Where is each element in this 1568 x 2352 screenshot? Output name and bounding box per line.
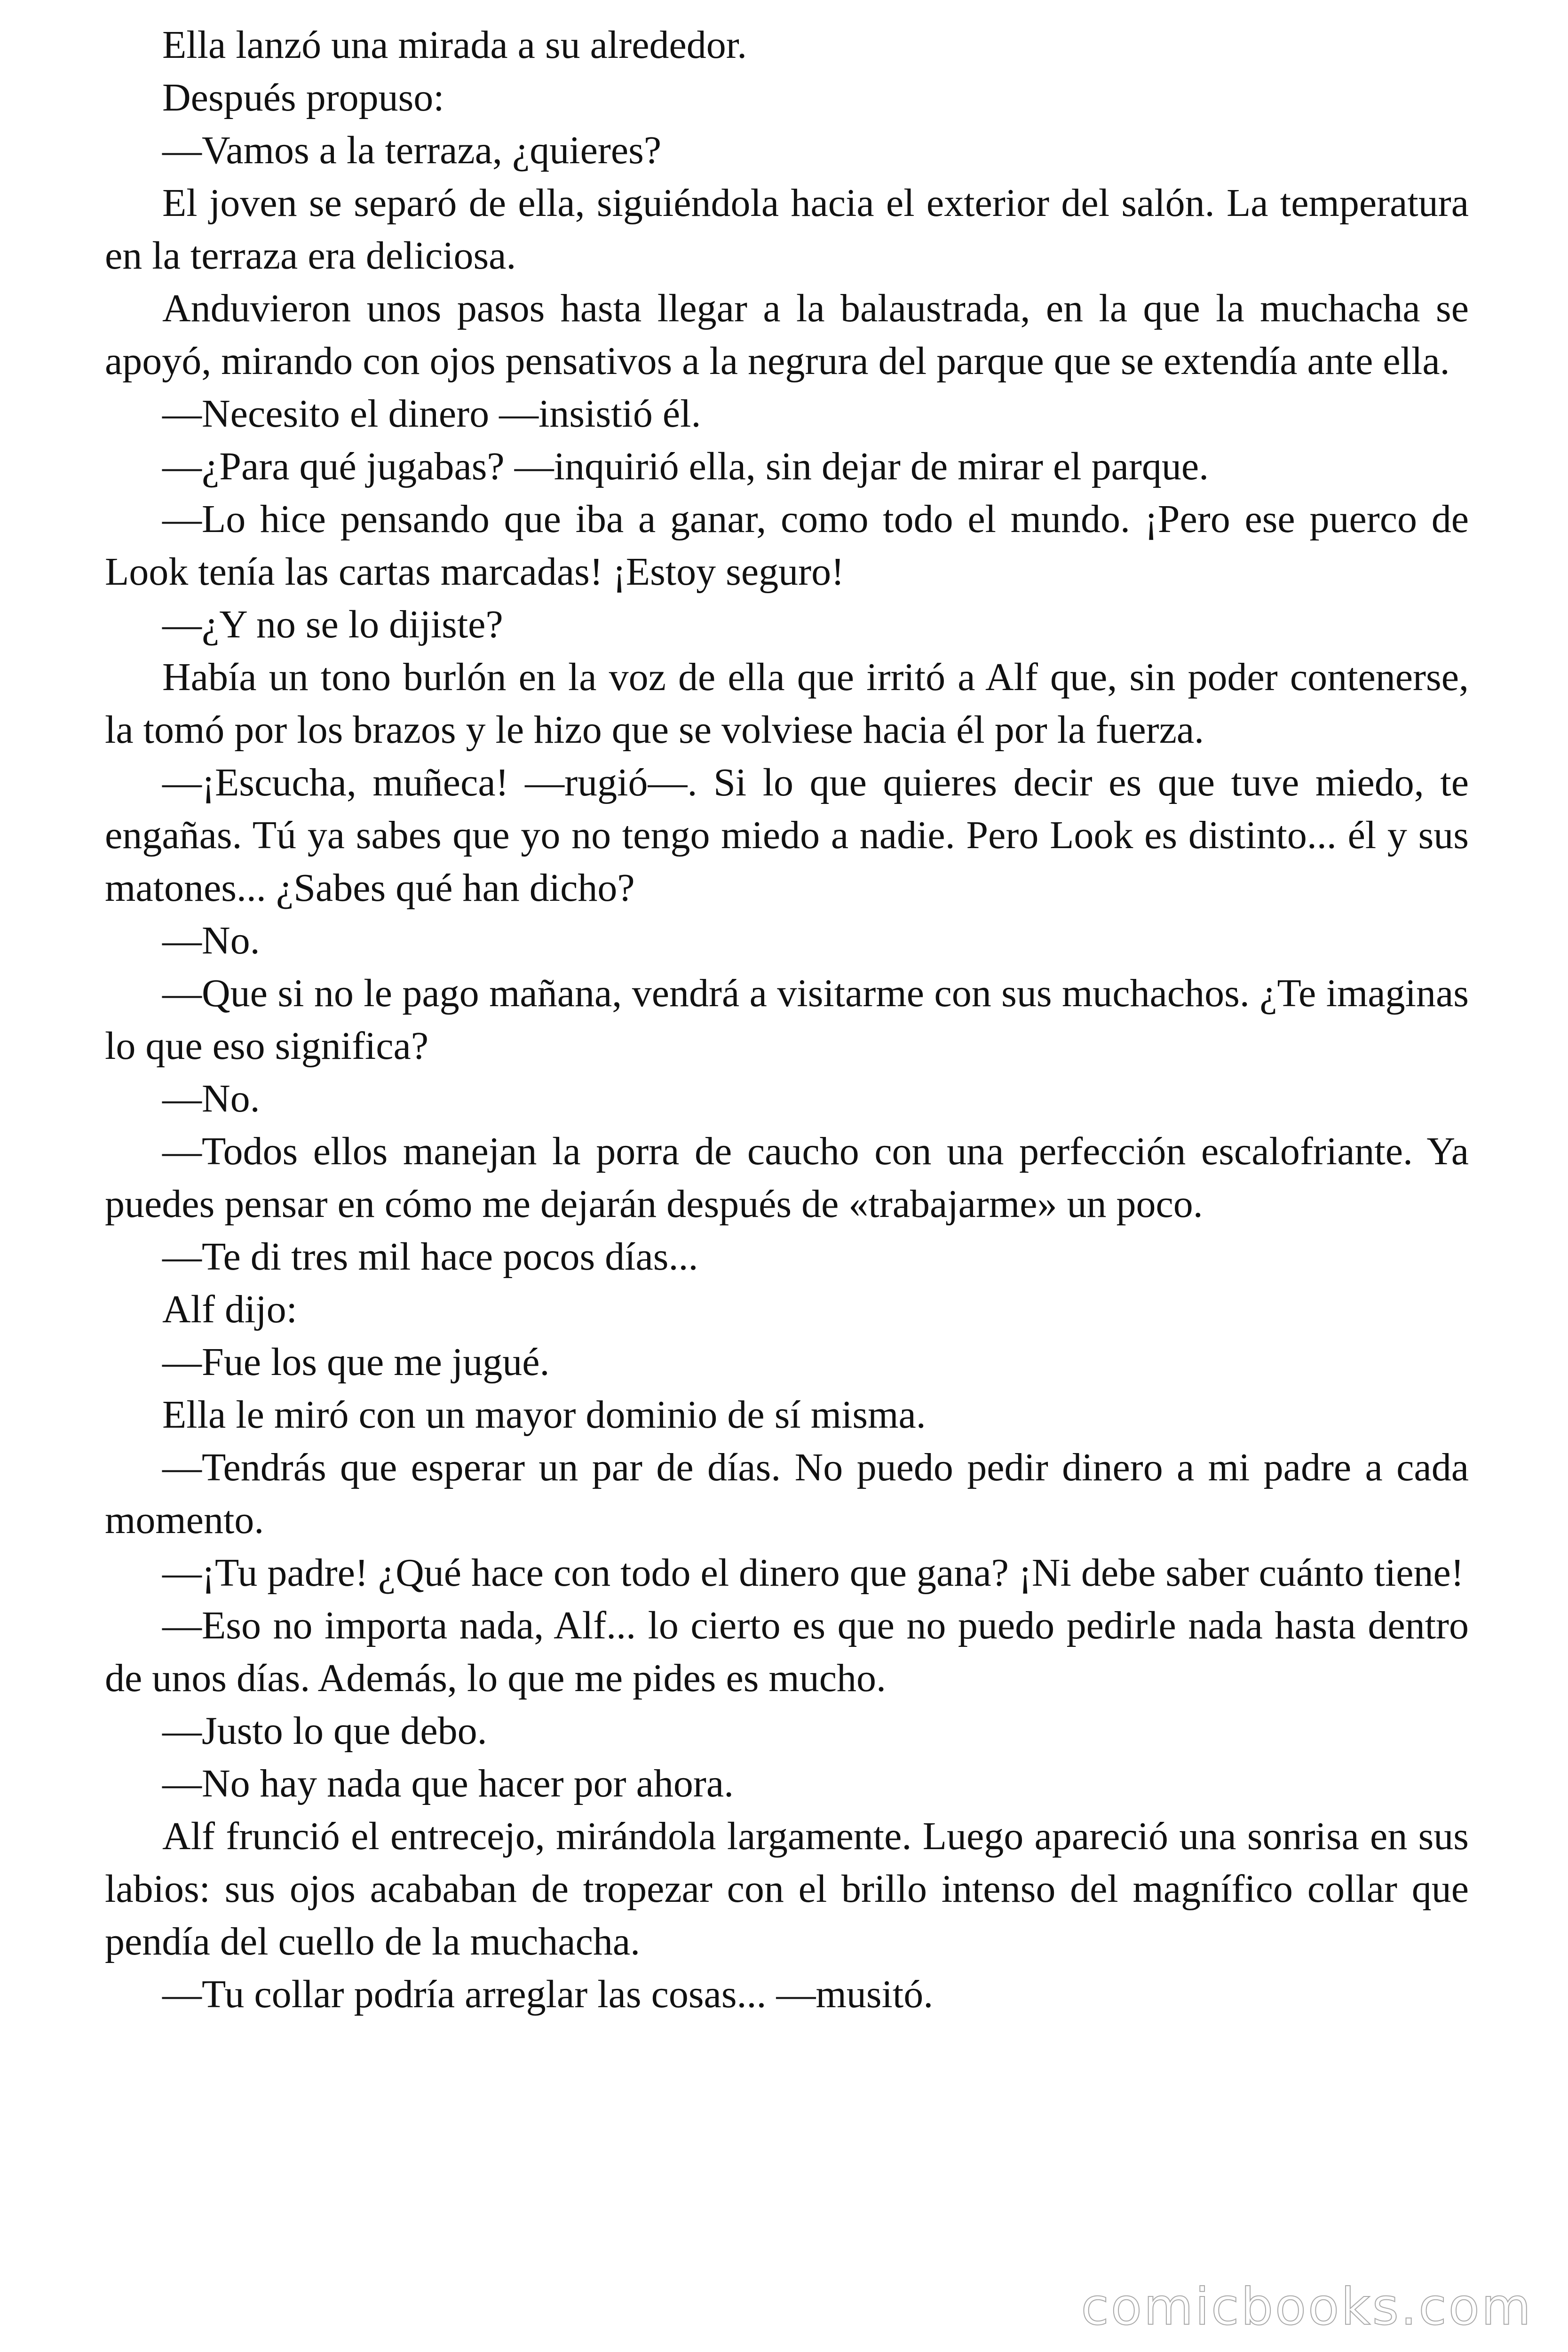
paragraph: Alf dijo:: [162, 1287, 297, 1331]
paragraph: Había un tono burlón en la voz de ella que irritó a Alf que, sin poder contenerse, la tomó por los brazos y le hizo que se volviese hacia él por la fuerza.: [105, 655, 1469, 752]
paragraph: —¡Tu padre! ¿Qué hace con todo el dinero que gana? ¡Ni debe saber cuánto tiene!: [162, 1551, 1464, 1595]
paragraph: —Lo hice pensando que iba a ganar, como todo el mundo. ¡Pero ese puerco de Look tenía las cartas marcadas! ¡Estoy seguro!: [105, 497, 1469, 594]
paragraph: —Justo lo que debo.: [162, 1709, 487, 1753]
paragraph: —Todos ellos manejan la porra de caucho con una perfección escalofriante. Ya puedes pensar en cómo me dejarán después de «trabajarme» un poco.: [105, 1129, 1469, 1226]
paragraph: Alf frunció el entrecejo, mirándola largamente. Luego apareció una sonrisa en sus labios: sus ojos acababan de tropezar con el brillo intenso del magnífico collar que pendía del cuello de la muchacha.: [105, 1814, 1469, 1963]
paragraph: El joven se separó de ella, siguiéndola hacia el exterior del salón. La temperatura en la terraza era deliciosa.: [105, 181, 1469, 278]
book-page-text: [105, 19, 1469, 2021]
paragraph: —¡Escucha, muñeca! —rugió—. Si lo que quieres decir es que tuve miedo, te engañas. Tú ya sabes que yo no tengo miedo a nadie. Pero Look es distinto... él y sus matones... ¿Sabes qué han dicho?: [105, 761, 1469, 910]
paragraph: —Que si no le pago mañana, vendrá a visitarme con sus muchachos. ¿Te imaginas lo que eso significa?: [105, 971, 1469, 1068]
paragraph: Después propuso:: [162, 76, 444, 119]
paragraph: —No.: [162, 1077, 260, 1120]
paragraph: Ella lanzó una mirada a su alrededor.: [162, 23, 747, 67]
paragraph: —Tu collar podría arreglar las cosas... —musitó.: [162, 1972, 934, 2016]
paragraph: —¿Para qué jugabas? —inquirió ella, sin dejar de mirar el parque.: [162, 445, 1209, 488]
paragraph: Ella le miró con un mayor dominio de sí misma.: [162, 1393, 926, 1437]
paragraph: —Necesito el dinero —insistió él.: [162, 392, 701, 436]
paragraph: —No.: [162, 919, 260, 962]
paragraph: —Eso no importa nada, Alf... lo cierto es que no puedo pedirle nada hasta dentro de unos días. Además, lo que me pides es mucho.: [105, 1604, 1469, 1700]
paragraph: —Vamos a la terraza, ¿quieres?: [162, 128, 662, 172]
paragraph: —Fue los que me jugué.: [162, 1340, 550, 1384]
paragraph: —Tendrás que esperar un par de días. No puedo pedir dinero a mi padre a cada momento.: [105, 1446, 1469, 1542]
paragraph: —Te di tres mil hace pocos días...: [162, 1235, 698, 1279]
paragraph: —¿Y no se lo dijiste?: [162, 603, 503, 646]
paragraph: —No hay nada que hacer por ahora.: [162, 1762, 734, 1805]
watermark: comicbooks.com: [1081, 2278, 1533, 2336]
paragraph: Anduvieron unos pasos hasta llegar a la balaustrada, en la que la muchacha se apoyó, mirando con ojos pensativos a la negrura del parque que se extendía ante ella.: [105, 286, 1469, 383]
